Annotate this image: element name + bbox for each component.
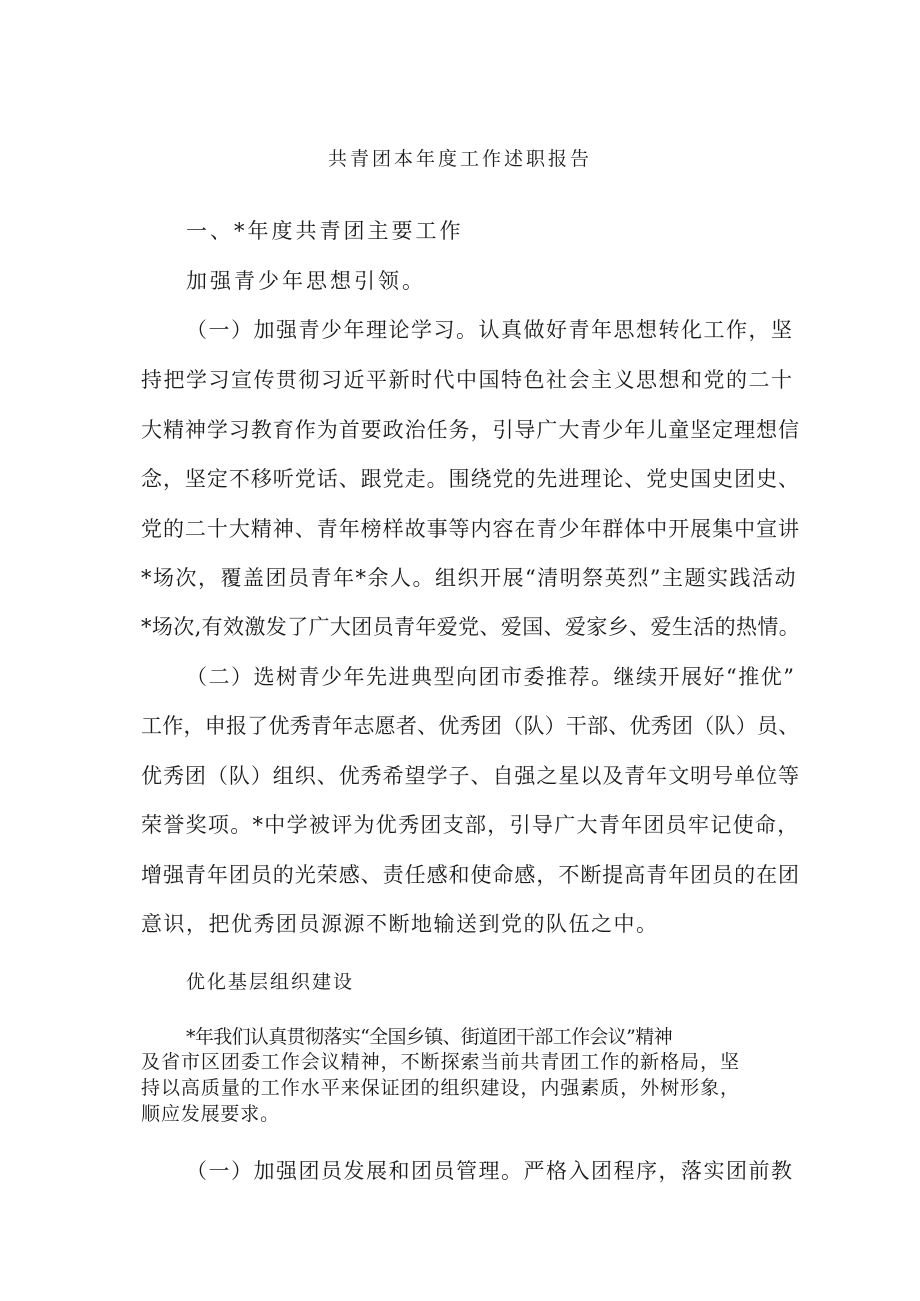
- paragraph-line: 党的二十大精神、青年榜样故事等内容在青少年群体中开展集中宣讲: [141, 517, 800, 541]
- paragraph-line: 持把学习宣传贯彻习近平新时代中国特色社会主义思想和党的二十: [141, 368, 794, 392]
- paragraph-line: *场次,有效激发了广大团员青年爱党、爱国、爱家乡、爱生活的热情。: [141, 615, 801, 639]
- document-title: 共青团本年度工作述职报告: [327, 148, 592, 170]
- paragraph-line: *场次，覆盖团员青年*余人。组织开展“清明祭英烈”主题实践活动: [141, 566, 797, 590]
- paragraph-line: 顺应发展要求。: [141, 1103, 281, 1125]
- paragraph-line: 大精神学习教育作为首要政治任务，引导广大青少年儿童坚定理想信: [141, 418, 800, 442]
- subheading-organization-building: 优化基层组织建设: [186, 971, 355, 993]
- paragraph-line: 优秀团（队）组织、优秀希望学子、自强之星以及青年文明号单位等: [141, 764, 800, 788]
- paragraph-line: （一）加强青少年理论学习。认真做好青年思想转化工作，坚: [186, 318, 794, 342]
- paragraph-line: 荣誉奖项。*中学被评为优秀团支部，引导广大青年团员牢记使命，: [141, 813, 800, 837]
- paragraph-line: （二）选树青少年先进典型向团市委推荐。继续开展好“推优”: [186, 665, 796, 689]
- subheading-ideological-guidance: 加强青少年思想引领。: [186, 269, 426, 293]
- paragraph-line: *年我们认真贯彻落实“全国乡镇、街道团干部工作会议”精神: [186, 1026, 672, 1048]
- paragraph-line: 增强青年团员的光荣感、责任感和使命感，不断提高青年团员的在团: [141, 863, 800, 887]
- section-heading: 一、*年度共青团主要工作: [186, 219, 464, 243]
- paragraph-line: 工作，申报了优秀青年志愿者、优秀团（队）干部、优秀团（队）员、: [141, 714, 800, 738]
- paragraph-line: 念，坚定不移听党话、跟党走。围绕党的先进理论、党史国史团史、: [141, 467, 800, 491]
- paragraph-line: 持以高质量的工作水平来保证团的组织建设，内强素质，外树形象，: [141, 1077, 741, 1099]
- paragraph-line: （一）加强团员发展和团员管理。严格入团程序，落实团前教: [186, 1159, 794, 1183]
- paragraph-line: 意识，把优秀团员源源不断地输送到党的队伍之中。: [141, 912, 659, 936]
- paragraph-line: 及省市区团委工作会议精神，不断探索当前共青团工作的新格局，坚: [141, 1051, 741, 1073]
